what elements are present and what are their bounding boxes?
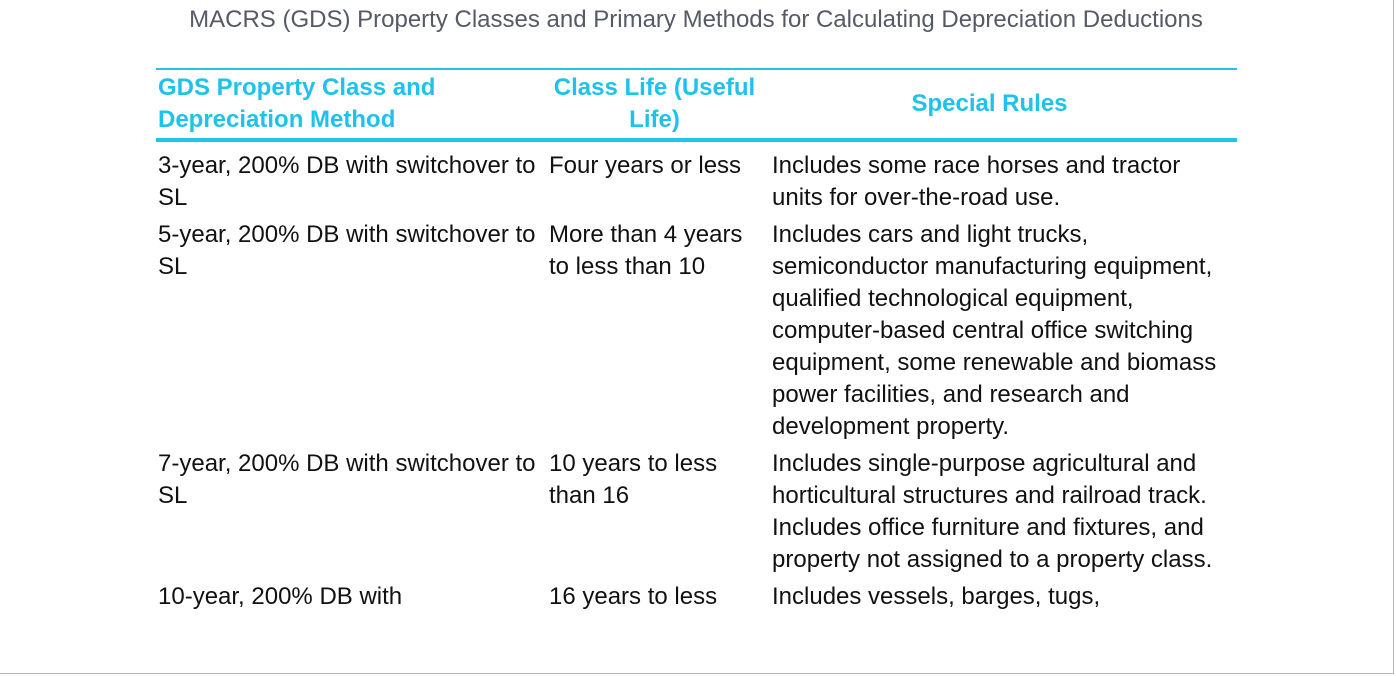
header-special-rules: Special Rules: [911, 90, 1068, 117]
cell-special-rules: Includes some race horses and tractor units for over-the-road use.: [772, 152, 1181, 211]
table-row: [156, 146, 1237, 219]
cell-class-life: More than 4 years to less than 10: [549, 221, 743, 280]
cell-method: 7-year, 200% DB with switchover to SL: [158, 450, 536, 509]
table-caption: MACRS (GDS) Property Classes and Primary Methods for Calculating Depreciation Deductions: [189, 6, 1203, 33]
table-row: [156, 448, 1237, 581]
cell-class-life: Four years or less: [549, 152, 742, 179]
cell-special-rules: Includes vessels, barges, tugs,: [772, 583, 1101, 610]
cell-special-rules: Includes single-purpose agricultural and horticultural structures and railroad track. Includes office furniture and fixtures, and property not assigned to a property class.: [772, 450, 1213, 573]
table-row: [156, 581, 1237, 618]
cell-method: 10-year, 200% DB with: [158, 583, 403, 610]
property-class-table: [156, 68, 1237, 618]
cell-special-rules: Includes cars and light trucks, semiconductor manufacturing equipment, qualified technological equipment, computer-based central office switching equipment, some renewable and biomass power facilities, and research and development property.: [772, 221, 1217, 440]
table-body: [156, 142, 1237, 618]
cell-method: 3-year, 200% DB with switchover to SL: [158, 152, 536, 211]
header-class-life: Class Life (Useful Life): [553, 74, 756, 133]
cell-class-life: 16 years to less: [549, 583, 718, 610]
header-property-class: GDS Property Class and Depreciation Method: [158, 74, 436, 133]
table-row: [156, 219, 1237, 448]
cell-method: 5-year, 200% DB with switchover to SL: [158, 221, 536, 280]
cell-class-life: 10 years to less than 16: [549, 450, 718, 509]
table-header-row: [156, 70, 1237, 138]
